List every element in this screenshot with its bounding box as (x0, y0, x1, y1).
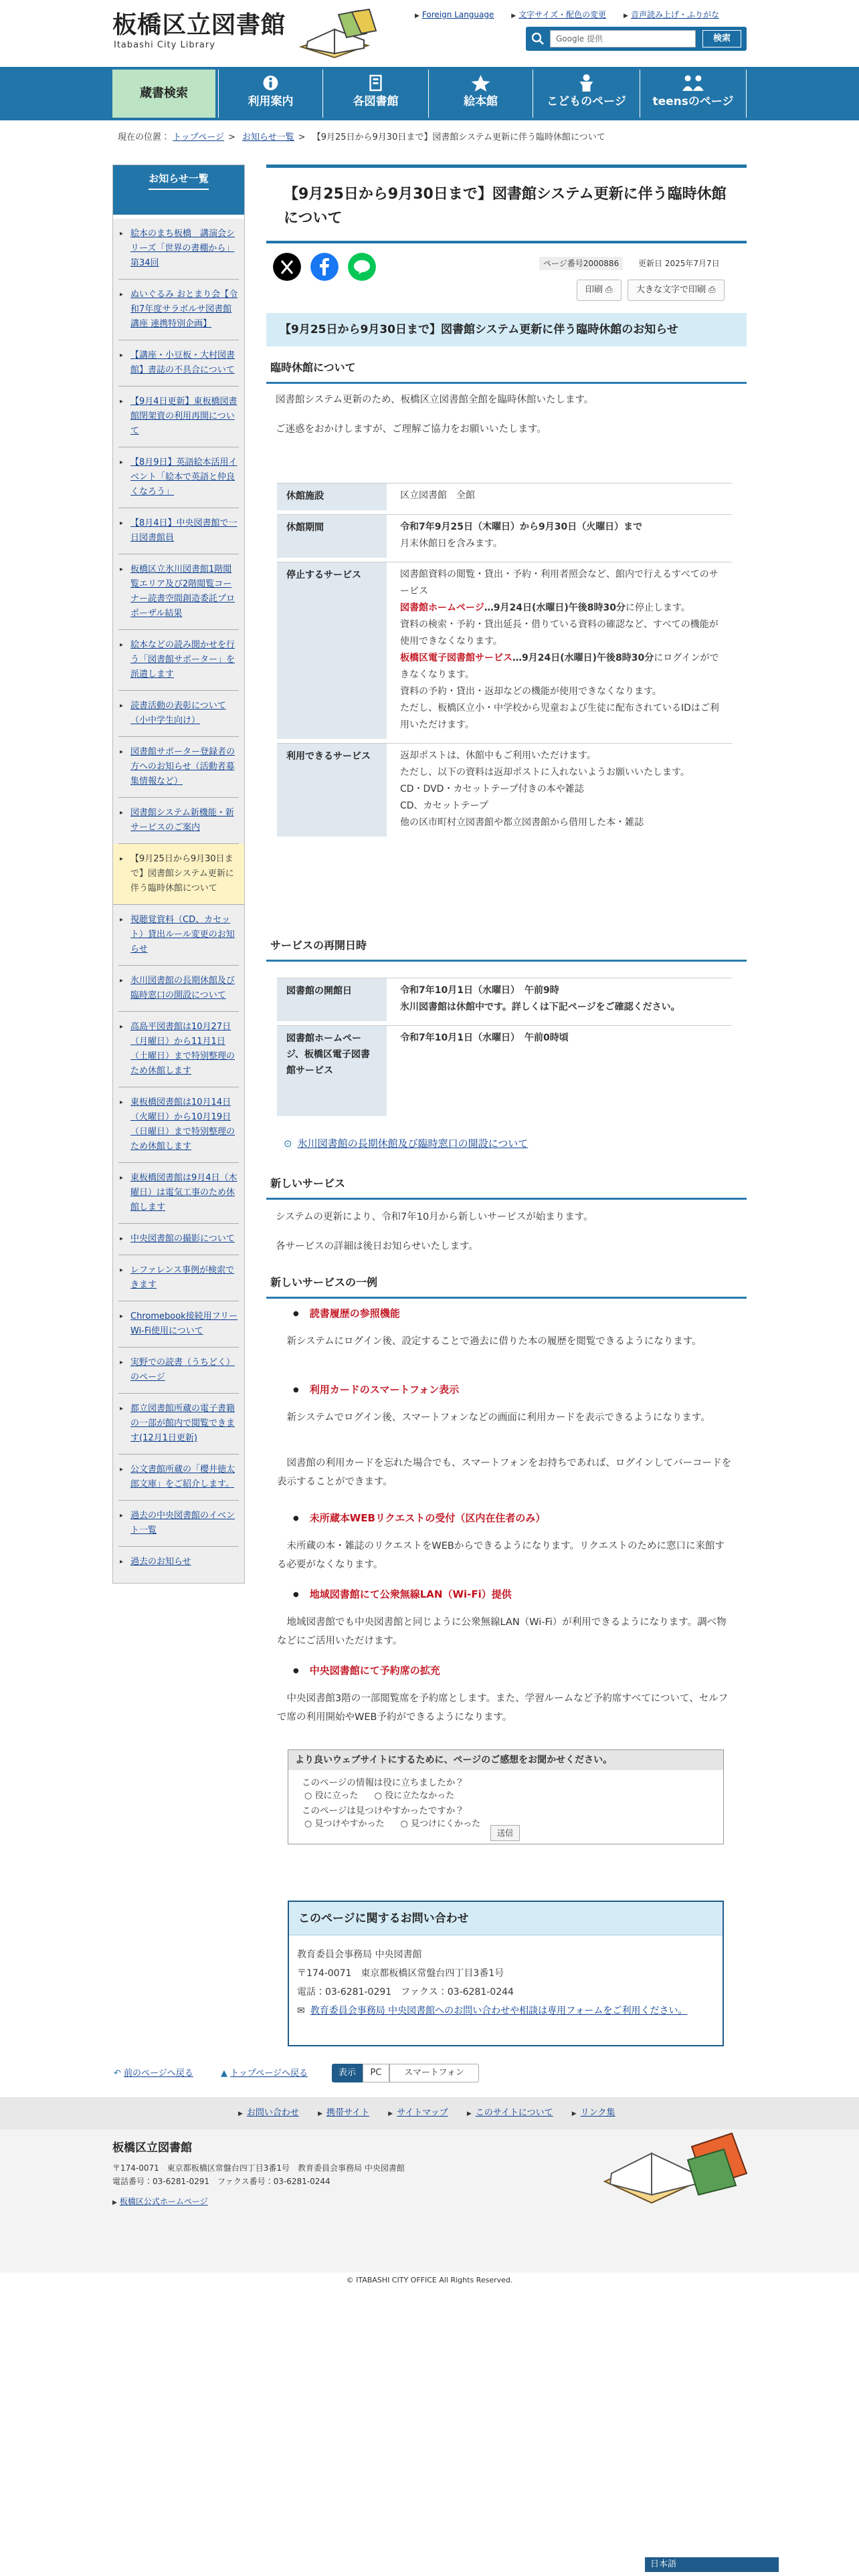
child-icon (533, 72, 640, 92)
available-service-4: CD、カセットテープ (400, 800, 488, 811)
closure-text-1: 図書館システム更新のため、板橋区立図書館全館を臨時休館いたします。 (276, 395, 594, 405)
nav-teens[interactable] (640, 70, 747, 118)
nav-label: 利用案内 (248, 95, 294, 108)
nav-catalog-search[interactable] (112, 70, 215, 118)
books-logo-icon (294, 7, 395, 63)
radio-label: 役に立たなかった (385, 1791, 455, 1801)
sidebar-item-link[interactable]: レファレンス事例が検索できます (130, 1265, 235, 1290)
sidebar-item-link[interactable]: 東板橋図書館は9月4日（木曜日）は電気工事のため休館します (130, 1173, 237, 1212)
top-link[interactable] (221, 2066, 308, 2081)
service-desc: 未所蔵の本・雑誌のリクエストをWEBからできるようになります。リクエストのために窓口に来館する必要がなくなります。 (277, 1541, 725, 1570)
ebook-stop-suffix: にログインができなくなります。 (400, 652, 719, 680)
sidebar-item-link[interactable]: 【講座・小豆板・大村図書館】書誌の不具合について (130, 350, 235, 375)
nav-label: 各図書館 (353, 95, 399, 108)
sidebar-item[interactable] (118, 905, 239, 966)
sidebar-item[interactable] (118, 1087, 239, 1163)
voice-reading-link[interactable]: ▶ 音声読み上げ・ふりがな (624, 10, 719, 19)
table-cell (387, 743, 732, 837)
sidebar-item-link[interactable]: 東板橋図書館は10月14日（火曜日）から10月19日（日曜日）まで特別整理のため休館します (130, 1097, 235, 1152)
sidebar-item[interactable] (118, 798, 239, 844)
service-title: ● 地域図書館にて公衆無線LAN（Wi-Fi）提供 (293, 1586, 512, 1604)
search-icon (531, 32, 545, 45)
reopen-note: 氷川図書館は休館中です。詳しくは下記ページをご確認ください。 (400, 1002, 680, 1012)
hikawa-link[interactable] (284, 1136, 528, 1153)
sidebar-item[interactable] (118, 1394, 239, 1455)
homepage-stop-suffix: に停止します。 (625, 602, 690, 613)
table-cell: 区立図書館 全館 (387, 483, 732, 510)
site-header (0, 0, 859, 67)
radio-label: 見つけやすかった (314, 1819, 385, 1829)
view-pc-button[interactable]: PC (363, 2064, 389, 2082)
sidebar-item-link[interactable]: 視聴覚資料（CD、カセット）貸出ルール変更のお知らせ (130, 915, 235, 954)
print-button[interactable] (577, 280, 622, 301)
survey-options-1 (304, 1789, 468, 1804)
table-header: 停止するサービス (277, 562, 387, 739)
page-title: 【9月25日から9月30日まで】図書館システム更新に伴う臨時休館について (284, 186, 727, 227)
print-icon: ⎙ (605, 285, 613, 295)
sidebar-item[interactable] (118, 691, 239, 737)
footer-link-sitemap[interactable]: ▶ サイトマップ (388, 2108, 448, 2118)
table-header: 図書館ホームページ、板橋区電子図書館サービス (277, 1025, 387, 1116)
breadcrumb-separator: > (228, 132, 235, 142)
survey-options-2 (304, 1817, 494, 1832)
sidebar-item-link[interactable]: 読書活動の表彰について（小中学生向け） (130, 701, 226, 726)
sidebar-item[interactable] (118, 1547, 239, 1578)
search-button[interactable]: 検索 (702, 30, 741, 47)
nav-kids[interactable] (533, 70, 640, 118)
sidebar-item[interactable] (118, 508, 239, 554)
nav-label: teensのページ (652, 95, 734, 108)
sidebar-item-link[interactable]: ぬいぐるみ おとまり会【令和7年度サラボルサ図書館講座 連携特別企画】 (130, 290, 238, 329)
link-circle-icon: ⊙ (284, 1138, 292, 1150)
service-desc: 中央図書館3階の一部閲覧席を予約席とします。また、学習ルームなど予約席すべてについて、セルフで席の利用開始やWEB予約ができるようになります。 (277, 1693, 729, 1723)
sidebar-item-link[interactable]: 絵本などの読み聞かせを行う「図書館サポーター」を派遣します (130, 640, 235, 679)
table-row (277, 978, 732, 1021)
web-reopen-time: 令和7年10月1日（水曜日） 午前0時頃 (400, 1033, 569, 1043)
radio-label: 見つけにくかった (411, 1819, 481, 1829)
arrow-icon: ▶ (112, 2199, 117, 2206)
table-header: 休館施設 (277, 483, 387, 510)
breadcrumb-prefix: 現在の位置： (118, 132, 171, 142)
closure-period: 令和7年9月25日（木曜日）から9月30日（火曜日）まで (400, 521, 643, 532)
section-heading-resume: サービスの再開日時 (266, 936, 747, 962)
sidebar-item-link[interactable]: 高島平図書館は10月27日（月曜日）から11月1日（土曜日）まで特別整理のため休館します (130, 1022, 235, 1076)
table-row (277, 1025, 732, 1116)
sidebar-item-link[interactable]: 実野での読書（うちどく）のページ (130, 1358, 235, 1382)
mail-icon: ✉ (297, 2006, 305, 2016)
stop-service-ebook (400, 650, 724, 683)
contact-org: 教育委員会事務局 中央図書館 (297, 1949, 422, 1960)
sidebar-item[interactable] (118, 340, 239, 387)
breadcrumb-news[interactable]: お知らせ一覧 (242, 132, 294, 142)
language-selector[interactable]: 日本語 (645, 2557, 779, 2572)
x-share-icon[interactable] (273, 253, 301, 281)
sidebar-item-link[interactable]: 過去のお知らせ (130, 1557, 191, 1567)
service-title: ● 中央図書館にて予約席の拡充 (293, 1662, 440, 1680)
footer-address: 〒174-0071 東京都板橋区常盤台四丁目3番1号 教育委員会事務局 中央図書館 (112, 2163, 405, 2173)
footer-link-mobile[interactable]: ▶ 携帯サイト (318, 2108, 370, 2118)
footer-link-text[interactable]: お問い合わせ (246, 2108, 299, 2118)
nav-label: こどものページ (547, 95, 626, 108)
building-icon (323, 72, 428, 92)
available-service-1: 返却ポストは、休館中もご利用いただけます。 (400, 750, 596, 761)
sidebar-item-link[interactable]: 都立図書館所蔵の電子書籍の一部が館内で閲覧できます(12月1日更新) (130, 1404, 235, 1443)
info-icon (219, 72, 322, 92)
closure-period-note: 月末休館日を含みます。 (400, 538, 502, 549)
voice-reading-text[interactable]: 音声読み上げ・ふりがな (630, 10, 719, 19)
footer-link-text[interactable]: このサイトについて (475, 2108, 553, 2118)
page-title-box (266, 165, 747, 243)
breadcrumb-separator: > (298, 132, 306, 142)
sidebar-item[interactable] (118, 1501, 239, 1547)
updated-date: 更新日 2025年7月7日 (638, 259, 720, 268)
ebook-label: 板橋区電子図書館サービス (400, 652, 512, 663)
back-link-text[interactable]: 前のページへ戻る (124, 2068, 193, 2078)
table-cell (387, 514, 732, 558)
section-heading-new-services: 新しいサービス (266, 1174, 747, 1200)
service-title: ● 未所蔵本WEBリクエストの受付（区内在住者のみ） (293, 1510, 545, 1527)
people-icon (640, 72, 746, 92)
table-row (277, 743, 732, 837)
sidebar-item-link[interactable]: 絵本のまち板橋 講演会シリーズ「世界の書棚から」第34回 (130, 229, 235, 268)
contact-title: このページに関するお問い合わせ (289, 1902, 723, 1935)
feedback-survey (288, 1749, 724, 1844)
breadcrumb (118, 131, 605, 144)
breadcrumb-current: 【9月25日から9月30日まで】図書館システム更新に伴う臨時休館について (312, 132, 605, 142)
text-size-text[interactable]: 文字サイズ・配色の変更 (518, 10, 607, 19)
footer-link-about[interactable]: ▶ このサイトについて (466, 2108, 553, 2118)
up-icon: ▲ (221, 2068, 227, 2078)
footer-link-text[interactable]: サイトマップ (397, 2108, 448, 2118)
table-header: 図書館の開館日 (277, 978, 387, 1021)
sidebar-item[interactable] (118, 1224, 239, 1255)
foreign-language-text[interactable]: Foreign Language (421, 10, 494, 19)
service-desc: 図書館の利用カードを忘れた場合でも、スマートフォンをお持ちであれば、ログインしてバーコードを表示することができます。 (277, 1458, 732, 1487)
contact-form-link[interactable] (297, 2002, 712, 2020)
stop-service-homepage (400, 600, 724, 617)
section-heading-closure: 臨時休館について (266, 358, 747, 384)
ebook-stop-time: …9月24日(水曜日)午後8時30分 (512, 652, 654, 663)
city-homepage-link-text[interactable]: 板橋区公式ホームページ (119, 2197, 208, 2206)
contact-form-link-text[interactable]: 教育委員会事務局 中央図書館へのお問い合わせや相談は専用フォームをご利用ください。 (310, 2006, 688, 2016)
sidebar-item[interactable] (118, 630, 239, 691)
table-cell (387, 978, 732, 1021)
copyright: © ITABASHI CITY OFFICE All Rights Reserved. (346, 2276, 513, 2284)
table-header: 利用できるサービス (277, 743, 387, 837)
footer-phone: 電話番号：03-6281-0291 ファクス番号：03-6281-0244 (112, 2177, 330, 2186)
top-link-text[interactable]: トップページへ戻る (230, 2068, 308, 2078)
sidebar-item-link[interactable]: 板橋区立氷川図書館1階閲覧エリア及び2階閲覧コーナー読書空間創造委託プロポーザル結果 (130, 564, 235, 619)
radio-helpful[interactable]: ○ 役に立った (304, 1791, 359, 1801)
resume-table (277, 974, 732, 1120)
large-print-label: 大きな文字で印刷 (636, 285, 706, 295)
survey-title: より良いウェブサイトにするために、ページのご感想をお聞かせください。 (288, 1750, 723, 1770)
nav-label: 蔵書検索 (140, 86, 188, 100)
contact-phone: 電話：03-6281-0291 ファクス：03-6281-0244 (297, 1987, 514, 1998)
sidebar-item-link[interactable]: 中央図書館の撮影について (130, 1234, 235, 1244)
sidebar-item[interactable] (118, 966, 239, 1012)
sidebar-item[interactable] (118, 447, 239, 508)
sidebar-item[interactable] (118, 280, 239, 340)
print-label: 印刷 (585, 285, 603, 295)
radio-not-helpful[interactable]: ○ 役に立たなかった (374, 1791, 455, 1801)
sidebar (112, 165, 245, 1584)
sidebar-item[interactable] (118, 219, 239, 280)
books-illustration-icon (598, 2120, 752, 2220)
available-service-2: ただし、以下の資料は返却ポストに入れないようお願いいたします。 (400, 766, 690, 778)
foreign-language-link[interactable]: ▶ Foreign Language (415, 10, 494, 19)
sidebar-item[interactable] (118, 1455, 239, 1501)
new-services-text-2: 各サービスの詳細は後日お知らせいたします。 (276, 1241, 478, 1252)
facebook-share-icon[interactable] (310, 253, 339, 281)
contact-box (288, 1901, 724, 2046)
footer-link-text[interactable]: リンク集 (580, 2108, 615, 2118)
breadcrumb-top[interactable]: トップページ (173, 132, 224, 142)
sidebar-item-link[interactable]: 図書館システム新機能・新サービスのご案内 (130, 808, 234, 833)
closure-table (277, 479, 732, 841)
footer-library-name: 板橋区立図書館 (112, 2141, 192, 2155)
site-search (526, 27, 747, 51)
table-cell (387, 1025, 732, 1116)
homepage-label: 図書館ホームページ (400, 602, 484, 613)
radio-easy-to-find[interactable]: ○ 見つけやすかった (304, 1819, 385, 1829)
table-header: 休館期間 (277, 514, 387, 558)
service-desc: 新システムにログイン後、設定することで過去に借りた本の履歴を閲覧できるようになります。 (286, 1336, 702, 1347)
table-cell (387, 562, 732, 739)
sidebar-item[interactable] (118, 1255, 239, 1301)
sidebar-item-link[interactable]: Chromebook接続用フリーWi-Fi使用について (130, 1311, 238, 1336)
sidebar-item-link[interactable]: 過去の中央図書館のイベント一覧 (130, 1511, 235, 1535)
city-homepage-link[interactable] (112, 2195, 208, 2210)
section-heading-examples: 新しいサービスの一例 (266, 1273, 747, 1299)
stop-service-4: ただし、板橋区立小・中学校から児童および生徒に配布されているIDはご利用いただけます。 (400, 702, 719, 730)
star-icon (429, 72, 533, 92)
sidebar-item[interactable] (118, 1348, 239, 1394)
sidebar-item-link[interactable]: 図書館サポーター登録者の方へのお知らせ（活動者募集情報など） (130, 747, 235, 786)
service-desc: 地域図書館でも中央図書館と同じように公衆無線LAN（Wi-Fi）が利用できるようになります。調べ物などにご活用いただけます。 (277, 1617, 727, 1646)
nav-label: 絵本館 (464, 95, 498, 108)
radio-label: 役に立った (314, 1791, 359, 1801)
new-services-text-1: システムの更新により、令和7年10月から新しいサービスが始まります。 (276, 1212, 593, 1222)
available-service-3: CD・DVD・カセットテープ付きの本や雑誌 (400, 783, 584, 794)
large-print-button[interactable] (628, 280, 725, 301)
sidebar-item[interactable] (118, 554, 239, 630)
table-row (277, 514, 732, 558)
sidebar-item[interactable] (118, 1012, 239, 1087)
survey-question-1: このページの情報は役に立ちましたか？ (302, 1778, 464, 1788)
sidebar-item[interactable] (118, 1301, 239, 1348)
notice-heading: 【9月25日から9月30日まで】図書館システム更新に伴う臨時休館のお知らせ (266, 313, 747, 346)
service-desc: 新システムでログイン後、スマートフォンなどの画面に利用カードを表示できるようになります。 (286, 1412, 710, 1423)
sidebar-item[interactable] (118, 737, 239, 798)
text-size-link[interactable]: ▶ 文字サイズ・配色の変更 (511, 10, 607, 19)
site-subtitle: Itabashi City Library (114, 40, 215, 50)
sidebar-list (113, 219, 244, 1583)
sidebar-item-link[interactable]: 【9月4日更新】東板橋図書館閉架資の利用再開について (130, 397, 237, 436)
available-service-5: 他の区市町村立図書館や都立図書館から借用した本・雑誌 (400, 817, 644, 828)
global-nav (0, 67, 859, 120)
view-mode-label: 表示 (332, 2064, 363, 2082)
survey-submit-button[interactable]: 送信 (490, 1825, 520, 1841)
site-title[interactable]: 板橋区立図書館 (112, 11, 286, 39)
line-share-icon[interactable] (348, 253, 376, 281)
page-number: ページ番号2000886 (539, 257, 623, 270)
service-title: ● 利用カードのスマートフォン表示 (293, 1382, 459, 1399)
table-row (277, 562, 732, 739)
sidebar-item-link[interactable]: 【8月9日】英語絵本活用イベント「絵本で英語と仲良くなろう」 (130, 457, 237, 497)
sidebar-item-link[interactable]: 公文書館所蔵の「櫻井徳太郎文庫」をご紹介します。 (130, 1465, 235, 1489)
radio-hard-to-find[interactable]: ○ 見つけにくかった (400, 1819, 481, 1829)
sidebar-title[interactable] (113, 165, 244, 219)
footer-link-contact[interactable]: ▶ お問い合わせ (238, 2108, 299, 2118)
stop-service-2: 資料の検索・予約・貸出延長・借りている資料の確認など、すべての機能が使用できなくなります。 (400, 619, 719, 647)
survey-question-2: このページは見つけやすかったですか？ (302, 1806, 464, 1816)
sidebar-item-link[interactable]: 氷川図書館の長期休館及び臨時窓口の開設について (130, 976, 235, 1000)
site-footer (0, 2129, 859, 2272)
sidebar-item[interactable] (118, 1163, 239, 1224)
nav-guide[interactable] (218, 70, 322, 118)
nav-libraries[interactable] (322, 70, 428, 118)
utility-links (415, 8, 734, 21)
footer-link-text[interactable]: 携帯サイト (326, 2108, 370, 2118)
back-icon: ↶ (114, 2068, 121, 2078)
table-row (277, 483, 732, 510)
homepage-stop-time: …9月24日(水曜日)午後8時30分 (484, 602, 626, 613)
sidebar-item-current (113, 844, 244, 905)
sidebar-item-label: 【9月25日から9月30日まで】図書館システム更新に伴う臨時休館について (130, 854, 234, 893)
stop-service-3: 資料の予約・貸出・返却などの機能が使用できなくなります。 (400, 685, 662, 697)
stop-service-1: 図書館資料の閲覧・貸出・予約・利用者照会など、館内で行えるすべてのサービス (400, 568, 719, 597)
footer-link-links[interactable]: ▶ リンク集 (571, 2108, 615, 2118)
view-smartphone-button[interactable]: スマートフォン (389, 2064, 479, 2082)
closure-text-2: ご迷惑をおかけしますが、ご理解ご協力をお願いいたします。 (276, 424, 547, 435)
search-input[interactable]: Google 提供 (550, 30, 696, 47)
sidebar-title-text[interactable]: お知らせ一覧 (149, 173, 209, 190)
service-title: ● 読書履歴の参照機能 (293, 1305, 400, 1323)
print-icon: ⎙ (708, 285, 716, 295)
reopen-time: 令和7年10月1日（水曜日） 午前9時 (400, 985, 559, 996)
sidebar-item[interactable] (118, 387, 239, 447)
back-link[interactable] (114, 2066, 193, 2081)
sidebar-item-link[interactable]: 【8月4日】中央図書館で一日図書館員 (130, 518, 237, 543)
hikawa-link-text[interactable]: 氷川図書館の長期休館及び臨時窓口の開設について (297, 1138, 529, 1150)
contact-address: 〒174-0071 東京都板橋区常盤台四丁目3番1号 (297, 1968, 504, 1979)
nav-picture-book[interactable] (428, 70, 533, 118)
